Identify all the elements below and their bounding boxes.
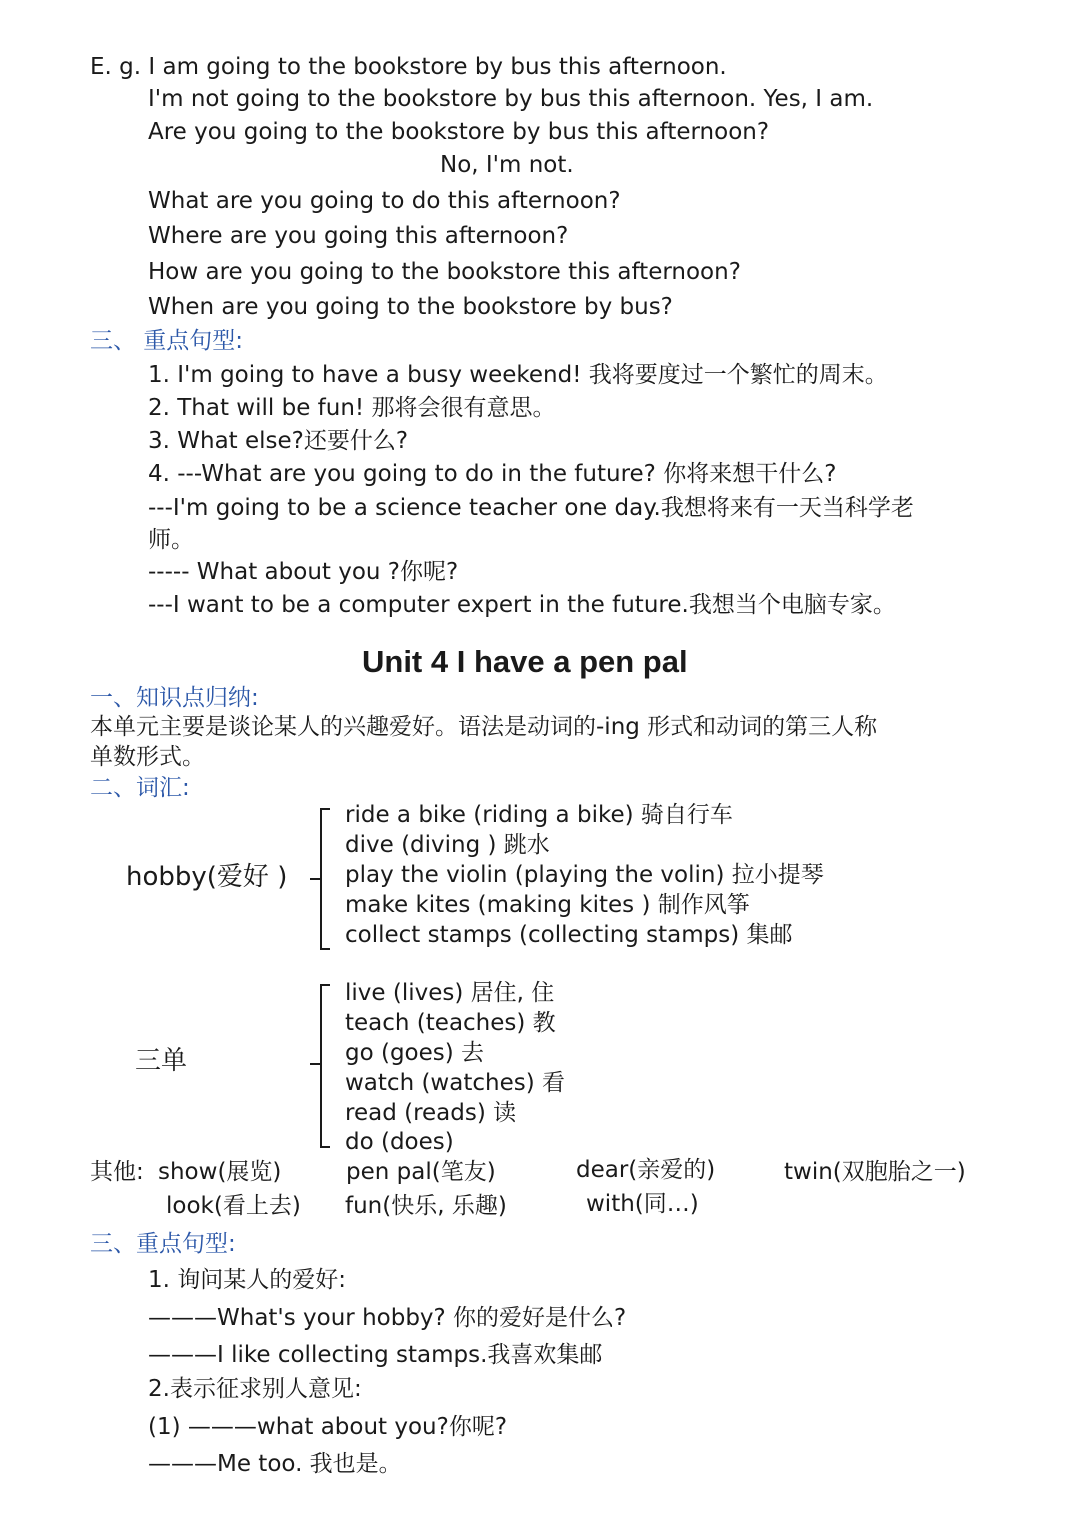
others-item: twin(双胞胎之一) xyxy=(784,1159,966,1185)
third-person-item: go (goes) 去 xyxy=(345,1040,485,1066)
hobby-item: play the violin (playing the volin) 拉小提琴 xyxy=(345,862,824,888)
example-line: No, I'm not. xyxy=(440,152,574,178)
section-heading: 一、知识点归纳: xyxy=(90,685,259,711)
paragraph-line: 本单元主要是谈论某人的兴趣爱好。语法是动词的-ing 形式和动词的第三人称 xyxy=(90,714,878,740)
pattern-line: 1. I'm going to have a busy weekend! 我将要度过一个繁忙的周末。 xyxy=(148,362,888,388)
example-line: Are you going to the bookstore by bus this afternoon? xyxy=(148,119,770,145)
hobby-brace-tick xyxy=(310,878,320,880)
third-person-item: read (reads) 读 xyxy=(345,1100,517,1126)
section-heading: 三、 重点句型: xyxy=(90,328,244,354)
third-person-item: teach (teaches) 教 xyxy=(345,1010,556,1036)
example-line: E. g. I am going to the bookstore by bus this afternoon. xyxy=(90,54,727,80)
hobby-item: collect stamps (collecting stamps) 集邮 xyxy=(345,922,793,948)
pattern-line: ----- What about you ?你呢? xyxy=(148,559,459,585)
pattern-line: 2.表示征求别人意见: xyxy=(148,1376,362,1402)
third-person-item: live (lives) 居住, 住 xyxy=(345,980,555,1006)
example-line: When are you going to the bookstore by bus? xyxy=(148,294,673,320)
pattern-line: ———What's your hobby? 你的爱好是什么? xyxy=(148,1305,627,1331)
third-person-label: 三单 xyxy=(135,1046,188,1076)
pattern-line: 1. 询问某人的爱好: xyxy=(148,1267,347,1293)
pattern-line: 3. What else?还要什么? xyxy=(148,428,409,454)
pattern-line: 4. ---What are you going to do in the future? 你将来想干什么? xyxy=(148,461,837,487)
hobby-item: dive (diving ) 跳水 xyxy=(345,832,550,858)
pattern-line: (1) ———what about you?你呢? xyxy=(148,1414,508,1440)
pattern-line: ---I'm going to be a science teacher one day.我想将来有一天当科学老 xyxy=(148,495,914,521)
others-item: with(同…) xyxy=(586,1191,699,1217)
others-item: look(看上去) xyxy=(166,1193,301,1219)
example-line: Where are you going this afternoon? xyxy=(148,223,569,249)
pattern-line: ---I want to be a computer expert in the future.我想当个电脑专家。 xyxy=(148,592,896,618)
third-person-item: do (does) xyxy=(345,1129,454,1155)
paragraph-line: 单数形式。 xyxy=(90,744,205,770)
third-person-item: watch (watches) 看 xyxy=(345,1070,565,1096)
unit-title: Unit 4 I have a pen pal xyxy=(362,644,688,679)
pattern-line: ———Me too. 我也是。 xyxy=(148,1451,402,1477)
pattern-line: 师。 xyxy=(148,527,194,553)
section-heading: 三、重点句型: xyxy=(90,1231,236,1257)
pattern-line: ———I like collecting stamps.我喜欢集邮 xyxy=(148,1342,603,1368)
pattern-line: 2. That will be fun! 那将会很有意思。 xyxy=(148,395,556,421)
others-item: dear(亲爱的) xyxy=(576,1157,716,1183)
others-label: 其他: xyxy=(90,1159,144,1185)
example-line: How are you going to the bookstore this afternoon? xyxy=(148,259,741,285)
section-heading: 二、词汇: xyxy=(90,775,190,801)
hobby-item: make kites (making kites ) 制作风筝 xyxy=(345,892,750,918)
third-person-brace xyxy=(320,984,330,1148)
hobby-item: ride a bike (riding a bike) 骑自行车 xyxy=(345,802,733,828)
example-line: I'm not going to the bookstore by bus this afternoon. Yes, I am. xyxy=(148,86,874,112)
others-item: show(展览) xyxy=(158,1159,282,1185)
example-line: What are you going to do this afternoon? xyxy=(148,188,621,214)
others-item: fun(快乐, 乐趣) xyxy=(345,1193,507,1219)
third-person-brace-tick xyxy=(310,1063,320,1065)
hobby-brace xyxy=(320,808,330,950)
others-item: pen pal(笔友) xyxy=(346,1159,496,1185)
hobby-label: hobby(爱好 ) xyxy=(126,862,288,892)
